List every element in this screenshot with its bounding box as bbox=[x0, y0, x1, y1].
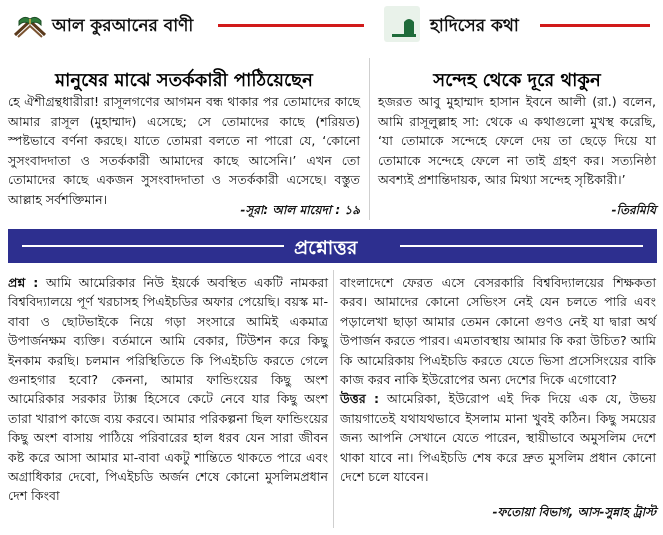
question-text-part1: আমি আমেরিকার নিউ ইয়র্কে অবস্থিত একটি নামকরা বিশ্ববিদ্যালয়ে পূর্ণ খরচাসহ পিএইচডির অফার পেয়েছি। বয়স্ক মা-বাবা ও ছোটভাইকে নিয়ে গড়া সংসারে আমিই একমাত্র উপার্জনক্ষম ব্যক্তি। বর্তমানে আমি বেকার, টিউশন করে কিছু ইনকাম করছি। চলমান পরিস্থিতিতে কি পিএইচডি করতে গেলে গুনাহগার হবো? কেননা, আমার ফান্ডিংয়ের কিছু অংশ আমেরিকার সরকার ট্যাক্স হিসেবে কেটে নেবে যার কিছু অংশ তারা খারাপ কাজে ব্যয় করবে। আমার পরিকল্পনা ছিল ফান্ডিংয়ের কিছু অংশ বাসায় পাঠিয়ে পরিবারের হাল ধরব যেন সারা জীবন কষ্ট করে আসা আমার মা-বাবা একটু শান্তিতে থাকতে পারে এবং অগ্রাধিকার দেবো, পিএইচডি অর্জন শেষে কোনো মুসলিমপ্রধান দেশ কিংবা bbox=[8, 275, 329, 504]
quran-article-body: হে ঐশীগ্রন্থধারীরা! রাসূলগণের আগমন বন্ধ থাকার পর তোমাদের কাছে আমার রাসূল (মুহাম্মাদ) এসেছে; সে তোমাদের কাছে (শরিয়ত) স্পষ্টভাবে বর্ণনা করছে। যাতে তোমরা বলতে না পারো যে, ‘কোনো সুসংবাদদাতা ও সতর্ককারী আমাদের কাছে আসেনি।’ এখন তো তোমাদের কাছে একজন সুসংবাদদাতা ও সতর্ককারী এসেছে। বস্তুত আল্লাহ সর্বশক্তিমান। bbox=[8, 94, 360, 207]
hadith-section-header: হাদিসের কথা bbox=[430, 16, 519, 36]
qa-banner-title: প্রশ্নোত্তর bbox=[294, 237, 358, 259]
hadith-article-body: হজরত আবু মুহাম্মাদ হাসান ইবনে আলী (রা.) বলেন, আমি রাসূলুল্লাহ সা: থেকে এ কথাগুলো মুখস্থ করেছি, ‘যা তোমাকে সন্দেহে ফেলে দেয় তা ছেড়ে দিয়ে যা তোমাকে সন্দেহে ফেলে না তাই গ্রহণ কর। সত্যনিষ্ঠা অবশ্যই প্রশান্তিদায়ক, আর মিথ্যা সন্দেহ সৃষ্টিকারী।’ bbox=[378, 94, 656, 188]
left-header-rule bbox=[218, 24, 364, 27]
qa-column-divider bbox=[333, 270, 334, 528]
qa-banner bbox=[8, 229, 657, 263]
question-text-part2: বাংলাদেশে ফেরত এসে বেসরকারি বিশ্ববিদ্যালয়ের শিক্ষকতা করব। আমাদের কোনো সেভিংস নেই যেন চলতে পারি এবং পড়ালেখা ছাড়া আমার তেমন কোনো গুণও নেই যা দ্বারা অর্থ উপার্জন করতে পারব। এমতাবস্থায় আমার কি করা উচিত? আমি কি আমেরিকায় পিএইচডি করতে যেতে ভিসা প্রসেসিংয়ের বাকি কাজ করব নাকি ইউরোপের অন্য দেশের দিকে এগোবো? bbox=[340, 275, 656, 388]
answer-text: আমেরিকা, ইউরোপ এই দিক দিয়ে এক যে, উভয় জায়গাতেই যথাযথভাবে ইসলাম মানা খুবই কঠিন। কিছু সময়ের জন্য আপনি সেখানে যেতে পারেন, স্থায়ীভাবে অমুসলিম দেশে থাকা যাবে না। পিএইচডি শেষ করে দ্রুত মুসলিম প্রধান কোনো দেশে চলে যাবেন। bbox=[340, 391, 656, 485]
quran-verse-source: -সূরা: আল মায়েদা : ১৯ bbox=[240, 203, 360, 217]
banner-rule-right bbox=[400, 245, 643, 247]
qa-answer-column bbox=[340, 273, 656, 486]
quran-article-title: মানুষের মাঝে সতর্ককারী পাঠিয়েছেন bbox=[55, 70, 313, 91]
banner-rule-left bbox=[22, 245, 284, 247]
qa-source: -ফতোয়া বিভাগ, আস-সুন্নাহ ট্রাস্ট bbox=[492, 505, 656, 519]
hadith-article-title: সন্দেহ থেকে দূরে থাকুন bbox=[433, 70, 601, 91]
mosque-crescent-icon bbox=[384, 6, 418, 36]
right-header-rule bbox=[540, 24, 650, 27]
qa-question-column bbox=[8, 273, 328, 506]
question-label: প্রশ্ন : bbox=[8, 275, 39, 290]
answer-label: উত্তর : bbox=[340, 391, 380, 407]
quran-stand-icon bbox=[12, 9, 46, 39]
top-column-divider bbox=[369, 58, 370, 220]
quran-section-header: আল কুরআনের বাণী bbox=[52, 16, 194, 36]
hadith-source: -তিরমিযি bbox=[611, 203, 656, 217]
